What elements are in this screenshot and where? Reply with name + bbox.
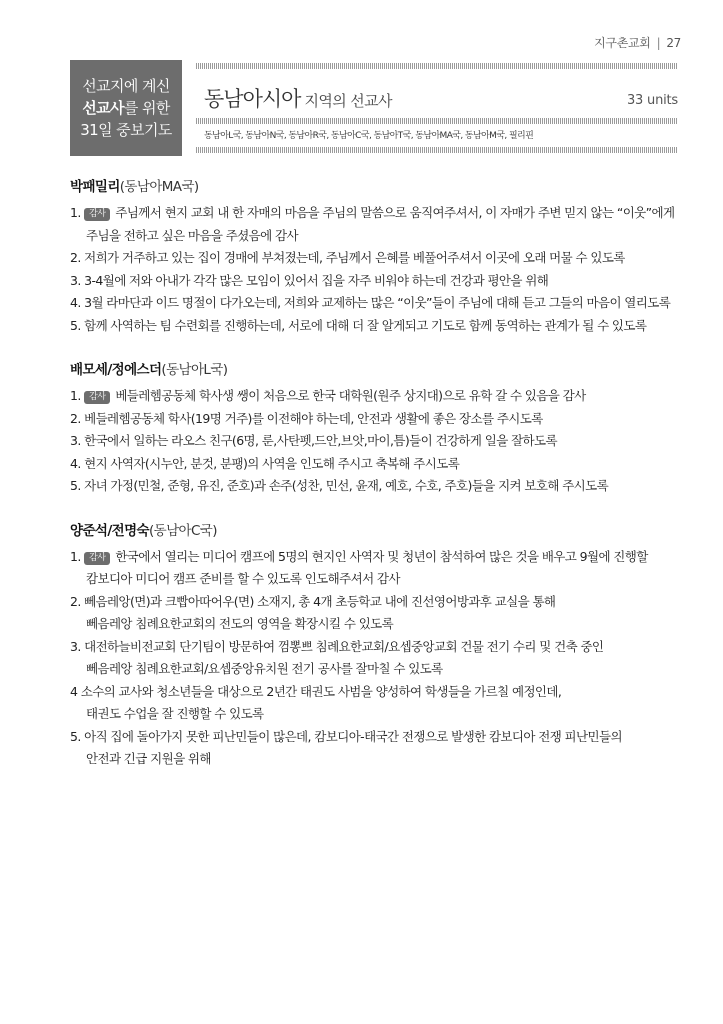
item-number: 2. [70, 250, 81, 265]
prayer-item [70, 315, 682, 338]
item-text: 뻬음레앙(면)과 크빱아따어우(면) 소재지, 총 4개 초등학교 내에 진선영어방과후 교실을 통해 [84, 593, 556, 609]
missionary-country: (동남아C국) [148, 522, 217, 539]
item-text: 3-4월에 저와 아내가 각각 많은 모임이 있어서 집을 자주 비워야 하는데 건강과 평안을 위해 [84, 272, 549, 288]
missionary-heading [70, 361, 682, 380]
item-text-continued: 뻬음레앙 침례요한교회의 전도의 영역을 확장시킬 수 있도록 [86, 616, 394, 631]
prayer-item [70, 270, 682, 293]
item-text-continued: 캄보디아 미디어 캠프 준비를 할 수 있도록 인도해주셔서 감사 [86, 571, 400, 586]
missionary-section [70, 361, 682, 498]
prayer-item [70, 408, 682, 431]
prayer-item [70, 636, 682, 681]
missionary-heading [70, 522, 682, 541]
missionary-name: 박패밀리 [70, 179, 120, 195]
item-number: 1. [70, 388, 81, 403]
item-number: 4. [70, 455, 81, 471]
item-text: 주님께서 현지 교회 내 한 자매의 마음을 주님의 말씀으로 움직여주셔서, 이 자매가 주변 믿지 않는 “이웃”에게 [115, 205, 675, 220]
decorative-stripe-bottom [196, 147, 678, 153]
box-line-2-bold: 선교사 [82, 99, 124, 117]
item-text: 대전하늘비전교회 단기팀이 방문하여 껌뽕쁘 침례요한교회/요셉중앙교회 건물 전기 수리 및 건축 중인 [84, 638, 604, 654]
prayer-item [70, 430, 682, 453]
prayer-item [70, 247, 682, 270]
prayer-item [70, 385, 682, 408]
item-text: 현지 사역자(시누안, 분것, 분팽)의 사역을 인도해 주시고 축복해 주시도록 [84, 455, 460, 471]
prayer-item [70, 591, 682, 636]
page-number: 27 [666, 36, 681, 50]
item-text: 베들레헴공동체 학사생 쌩이 처음으로 한국 대학원(원주 상지대)으로 유학 갈 수 있음을 감사 [115, 388, 586, 403]
item-text-continued: 뻬음레앙 침례요한교회/요셉중앙유치원 전기 공사를 잘마칠 수 있도록 [86, 661, 443, 676]
item-number: 3. [70, 638, 81, 654]
region-name: 동남아시아 [204, 87, 301, 111]
page-header [70, 60, 678, 156]
missionary-country: (동남아MA국) [119, 179, 199, 195]
header-separator: | [656, 36, 661, 50]
missionary-name: 배모세/정에스더 [70, 362, 162, 378]
thanks-badge: 감사 [84, 552, 110, 565]
item-text-continued: 안전과 긴급 지원을 위해 [86, 751, 211, 766]
item-number: 5. [70, 317, 81, 333]
item-text: 아직 집에 돌아가지 못한 피난민들이 많은데, 캄보디아-태국간 전쟁으로 발생한 캄보디아 전쟁 피난민들의 [84, 728, 622, 744]
box-line-1: 선교지에 계신 [82, 77, 170, 95]
prayer-item [70, 475, 682, 498]
prayer-item [70, 546, 682, 591]
decorative-stripe-top [196, 63, 678, 69]
item-text: 저희가 거주하고 있는 집이 경매에 부쳐졌는데, 주님께서 은혜를 베풀어주셔서 이곳에 오래 머물 수 있도록 [84, 250, 625, 265]
missionary-name: 양준석/전명숙 [70, 522, 149, 539]
prayer-item [70, 681, 682, 726]
running-head [594, 34, 681, 51]
item-number: 1. [70, 548, 81, 564]
item-number: 5. [70, 478, 81, 493]
prayer-guide-label-box [70, 60, 182, 156]
prayer-item [70, 453, 682, 476]
box-line-3: 31일 중보기도 [80, 121, 172, 139]
item-text: 소수의 교사와 청소년들을 대상으로 2년간 태권도 사범을 양성하여 학생들을 가르칠 예정인데, [80, 683, 562, 699]
item-text: 베들레헴공동체 학사(19명 거주)를 이전해야 하는데, 안전과 생활에 좋은 장소를 주시도록 [84, 410, 543, 426]
box-line-2 [82, 97, 170, 119]
prayer-item [70, 202, 682, 247]
missionary-country: (동남아L국) [161, 362, 228, 378]
item-number: 1. [70, 205, 81, 220]
prayer-content [70, 178, 682, 795]
item-text-continued: 주님을 전하고 싶은 마음을 주셨음에 감사 [86, 227, 298, 243]
missionary-heading [70, 178, 682, 197]
section-title: 지구촌교회 [594, 36, 651, 50]
thanks-badge: 감사 [84, 391, 110, 404]
item-number: 5. [70, 728, 81, 744]
item-number: 4. [70, 295, 81, 310]
item-number: 4 [70, 683, 78, 699]
item-text: 한국에서 열리는 미디어 캠프에 5명의 현지인 사역자 및 청년이 참석하여 많은 것을 배우고 9월에 진행할 [115, 548, 648, 564]
box-line-2-rest: 를 위한 [123, 99, 170, 117]
item-text-continued: 태권도 수업을 잘 진행할 수 있도록 [86, 706, 264, 721]
prayer-item [70, 726, 682, 771]
item-text: 3월 라마단과 이드 명절이 다가오는데, 저희와 교제하는 많은 “이웃”들이 주님에 대해 듣고 그들의 마음이 열리도록 [84, 295, 671, 310]
item-number: 2. [70, 593, 81, 609]
item-number: 2. [70, 410, 81, 426]
prayer-item [70, 292, 682, 315]
item-number: 3. [70, 272, 81, 288]
missionary-section [70, 178, 682, 337]
region-title [204, 83, 392, 113]
decorative-stripe-middle [196, 118, 678, 124]
item-text: 자녀 가정(민철, 준형, 유진, 준호)과 손주(성찬, 민선, 윤재, 예호, 수호, 주호)들을 지켜 보호해 주시도록 [84, 478, 609, 493]
item-text: 한국에서 일하는 라오스 친구(6명, 룬,사탄펫,드안,브앗,마이,틈)들이 건강하게 일을 잘하도록 [84, 433, 557, 448]
item-number: 3. [70, 433, 81, 448]
thanks-badge: 감사 [84, 208, 110, 221]
missionary-section [70, 522, 682, 771]
units-count: 33 units [626, 93, 678, 108]
region-subtitle: 지역의 선교사 [304, 92, 392, 110]
item-text: 함께 사역하는 팀 수련회를 진행하는데, 서로에 대해 더 잘 알게되고 기도로 함께 동역하는 관계가 될 수 있도록 [84, 317, 647, 333]
country-list: 동남아L국, 동남아N국, 동남아R국, 동남아C국, 동남아T국, 동남아MA국, 동남아M국, 필리핀 [204, 131, 534, 141]
